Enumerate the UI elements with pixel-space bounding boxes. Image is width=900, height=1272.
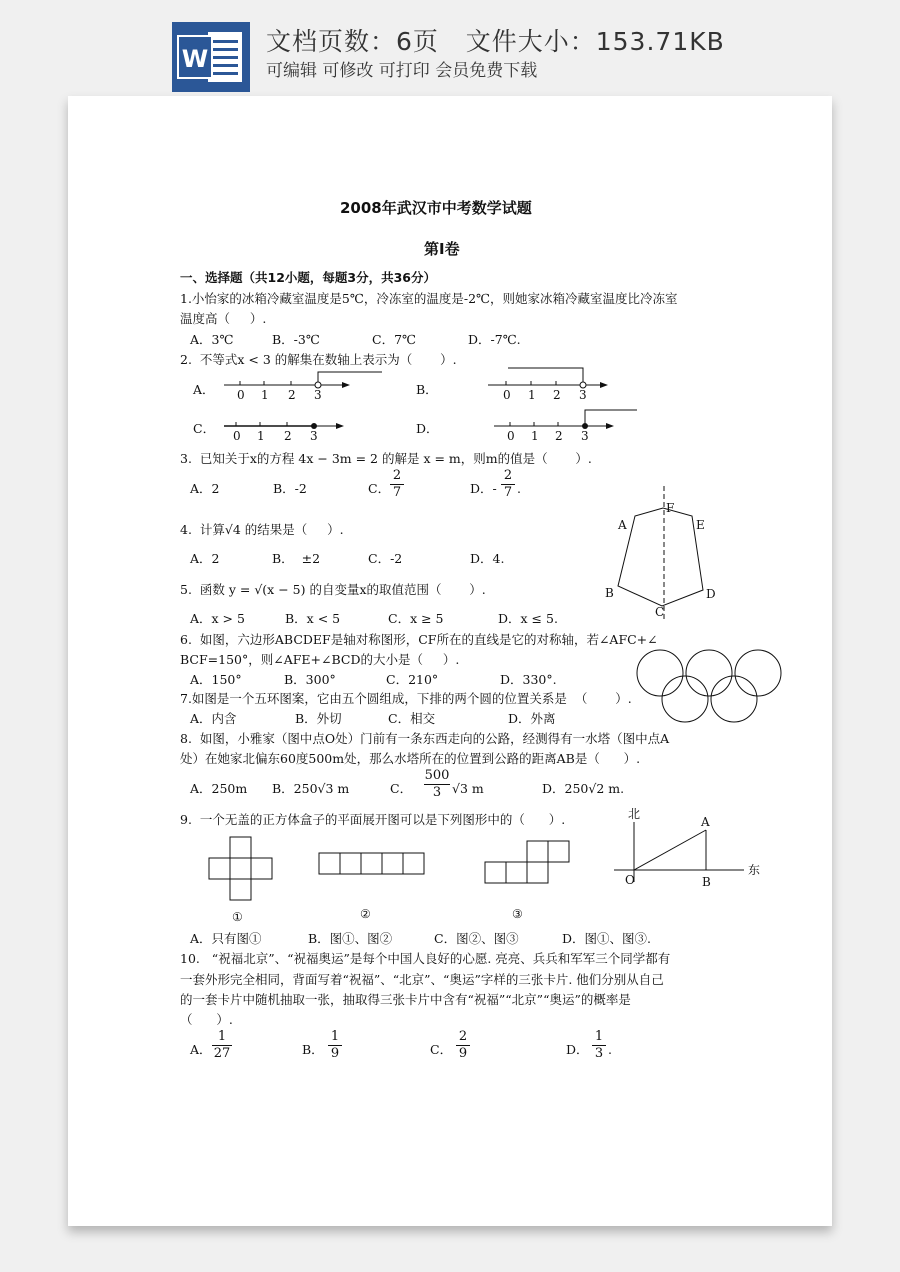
download-banner (0, 0, 900, 96)
net-figure-3 (484, 840, 572, 924)
tick-label-0: 0 (507, 429, 515, 443)
q10-line1: 10. “祝福北京”、“祝福奥运”是每个中国人良好的心愿. 亮亮、兵兵和军军三个同学都有 (180, 951, 671, 966)
q2-option-d: D． (416, 421, 439, 436)
q6-option-a: A．150° (190, 672, 242, 687)
tick-label-3: 3 (310, 429, 318, 443)
doc-title: 2008年武汉市中考数学试题 (340, 199, 532, 217)
q5-option-b: B．x < 5 (285, 611, 341, 626)
east-label: 东 (748, 863, 761, 877)
volume-heading: 第Ⅰ卷 (424, 240, 460, 258)
tick-label-1: 1 (261, 388, 269, 402)
q3-stem: 3. 已知关于x的方程 4x − 3m = 2 的解是 x = m，则m的值是（ ）. (180, 451, 592, 466)
q3-fraction-c: $\frac{2}{7}$ (390, 468, 404, 501)
tick-label-0: 0 (503, 388, 511, 402)
tick-label-0: 0 (233, 429, 241, 443)
q9-option-b: B．图①、图② (308, 931, 393, 946)
q10-fraction-b: $\frac{1}{9}$ (328, 1029, 342, 1062)
vertex-f: F (666, 501, 675, 515)
q6-option-d: D．330°. (500, 672, 557, 687)
tick-label-1: 1 (257, 429, 265, 443)
document-page (68, 96, 832, 1226)
vertex-e: E (696, 518, 705, 532)
q6-option-c: C．210° (386, 672, 439, 687)
tick-label-2: 2 (553, 388, 561, 402)
q4-option-d: D．4. (470, 551, 505, 566)
numberline-b (488, 366, 638, 402)
q10-line4: （ ）. (180, 1012, 233, 1027)
figure-2-label: ② (360, 907, 371, 921)
q10-option-a: A． (190, 1042, 212, 1057)
q5-option-a: A．x > 5 (190, 611, 245, 626)
numberline-c (224, 406, 384, 442)
file-info-title: 文档页数：6页 文件大小：153.71KB (266, 27, 725, 56)
q1-option-d: D．-7℃. (468, 332, 521, 347)
point-b-label: B (702, 875, 711, 889)
north-east-diagram (608, 807, 761, 892)
q2-option-c: C． (193, 421, 216, 436)
q5-option-c: C．x ≥ 5 (388, 611, 444, 626)
q7-option-b: B．外切 (295, 711, 342, 726)
numberline-a (224, 366, 384, 402)
tick-label-1: 1 (531, 429, 539, 443)
q9-option-d: D．图①、图③. (562, 931, 651, 946)
q8-option-b: B．250√3 m (272, 781, 350, 796)
q3-option-b: B．-2 (273, 481, 307, 496)
vertex-a: A (618, 518, 627, 532)
word-icon-letter: W (181, 45, 209, 73)
hexagon-figure (588, 484, 728, 624)
q3-period: . (517, 481, 521, 496)
q6-line2: BCF=150°，则∠AFE+∠BCD的大小是（ ）. (180, 652, 460, 667)
q6-option-b: B．300° (284, 672, 336, 687)
q5-stem: 5. 函数 y = √(x − 5) 的自变量x的取值范围（ ）. (180, 582, 486, 597)
q3-option-a: A．2 (190, 481, 220, 496)
net-figure-1 (208, 836, 274, 924)
q4-stem: 4. 计算√4 的结果是（ ）. (180, 522, 344, 537)
tick-label-3: 3 (579, 388, 587, 402)
tick-label-1: 1 (528, 388, 536, 402)
q6-line1: 6. 如图，六边形ABCDEF是轴对称图形，CF所在的直线是它的对称轴，若∠AFC+∠ (180, 632, 658, 647)
q10-period: . (608, 1042, 612, 1057)
q8-fraction-c: $\frac{500}{3}$ (424, 768, 450, 800)
tick-label-3: 3 (581, 429, 589, 443)
tick-label-0: 0 (237, 388, 245, 402)
vertex-c: C (655, 605, 665, 619)
q10-fraction-a: $\frac{1}{27}$ (213, 1029, 231, 1061)
q7-option-d: D．外离 (508, 711, 556, 726)
tick-label-2: 2 (288, 388, 296, 402)
numberline-d (494, 406, 644, 442)
figure-1-label: ① (232, 910, 243, 924)
q10-fraction-c: $\frac{2}{9}$ (456, 1029, 470, 1062)
q10-line3: 的一套卡片中随机抽取一张，抽取得三张卡片中含有“祝福”“北京”“奥运”的概率是 (180, 992, 631, 1007)
q4-option-b: B． ±2 (272, 551, 321, 566)
tick-label-2: 2 (555, 429, 563, 443)
q2-option-a: A． (193, 382, 215, 397)
q2-stem: 2. 不等式x < 3 的解集在数轴上表示为（ ）. (180, 352, 457, 367)
q10-option-c: C． (430, 1042, 453, 1057)
q1-option-a: A．3℃ (190, 332, 234, 347)
q3-fraction-d: $\frac{2}{7}$ (501, 468, 515, 501)
q2-option-b: B． (416, 382, 438, 397)
q7-option-c: C．相交 (388, 711, 436, 726)
q8-line1: 8. 如图，小雅家（图中点O处）门前有一条东西走向的公路，经测得有一水塔（图中点A (180, 731, 670, 746)
q10-option-d: D． (566, 1042, 589, 1057)
q9-stem: 9. 一个无盖的正方体盒子的平面展开图可以是下列图形中的（ ）. (180, 812, 566, 827)
q8-option-c: C． (390, 781, 413, 796)
net-figure-2 (318, 852, 428, 924)
q3-option-d: D．- (470, 481, 497, 496)
q10-fraction-d: $\frac{1}{3}$ (592, 1029, 606, 1062)
file-info-subtitle: 可编辑 可修改 可打印 会员免费下载 (266, 61, 538, 81)
tick-label-3: 3 (314, 388, 322, 402)
tick-label-2: 2 (284, 429, 292, 443)
section-heading: 一、选择题（共12小题，每题3分，共36分） (180, 270, 436, 285)
q8-option-c-tail: √3 m (452, 781, 484, 796)
q8-option-d: D．250√2 m. (542, 781, 625, 796)
word-file-icon (172, 22, 250, 92)
q1-line1: 1.小怡家的冰箱冷藏室温度是5℃，冷冻室的温度是-2℃，则她家冰箱冷藏室温度比冷冻室 (180, 291, 678, 306)
vertex-b: B (605, 586, 614, 600)
point-a-label: A (701, 815, 710, 829)
q1-option-b: B．-3℃ (272, 332, 320, 347)
q7-stem: 7.如图是一个五环图案，它由五个圆组成，下排的两个圆的位置关系是 （ ）. (180, 691, 632, 706)
vertex-d: D (706, 587, 716, 601)
q1-line2: 温度高（ ）. (180, 311, 267, 326)
point-o-label: O (625, 873, 635, 887)
q10-option-b: B． (302, 1042, 324, 1057)
q1-option-c: C．7℃ (372, 332, 417, 347)
q8-option-a: A．250m (190, 781, 248, 796)
q8-line2: 处）在她家北偏东60度500m处，那么水塔所在的位置到公路的距离AB是（ ）. (180, 751, 641, 766)
q9-option-a: A．只有图① (190, 931, 262, 946)
figure-3-label: ③ (512, 907, 523, 921)
q4-option-c: C．-2 (368, 551, 403, 566)
five-rings-figure (636, 646, 788, 726)
q9-option-c: C．图②、图③ (434, 931, 519, 946)
q7-option-a: A．内含 (190, 711, 237, 726)
q4-option-a: A．2 (190, 551, 220, 566)
q5-option-d: D．x ≤ 5. (498, 611, 558, 626)
north-label: 北 (628, 807, 641, 821)
q10-line2: 一套外形完全相同，背面写着“祝福”、“北京”、“奥运”字样的三张卡片. 他们分别从自己 (180, 972, 664, 987)
q3-option-c: C． (368, 481, 391, 496)
